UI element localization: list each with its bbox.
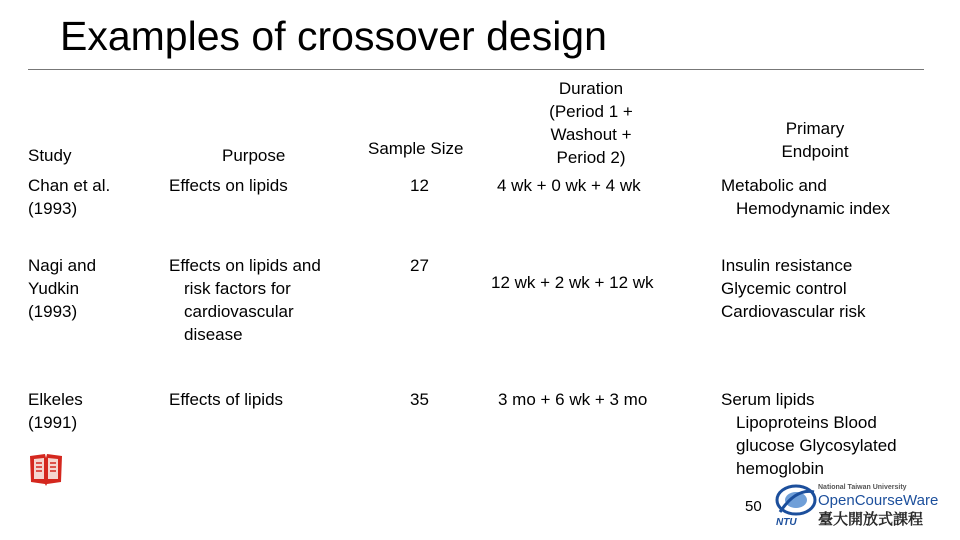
slide-title: Examples of crossover design xyxy=(60,13,607,59)
row3-purpose: Effects of lipids xyxy=(169,390,284,409)
row3-duration: 3 mo + 6 wk + 3 mo xyxy=(498,390,648,409)
logo-university: National Taiwan University xyxy=(818,484,907,491)
row2-purpose: Effects on lipids and risk factors for cardiovascular disease xyxy=(169,256,321,344)
header-sample-size: Sample Size xyxy=(368,139,464,158)
row3-sample-size: 35 xyxy=(410,390,429,409)
row1-purpose: Effects on lipids xyxy=(169,176,288,195)
logo-brand: OpenCourseWare xyxy=(818,492,939,509)
row1-sample-size: 12 xyxy=(410,176,429,195)
row2-sample-size: 27 xyxy=(410,256,429,275)
header-duration: Duration (Period 1 + Washout + Period 2) xyxy=(549,79,633,167)
logo-chinese: 臺大開放式課程 xyxy=(818,510,924,528)
ntu-opencourseware-logo[interactable] xyxy=(772,478,952,528)
row3-primary-endpoint: Serum lipids Lipoproteins Blood glucose Glycosylated hemoglobin xyxy=(721,390,897,478)
row2-primary-endpoint: Insulin resistance Glycemic control Cardiovascular risk xyxy=(721,256,866,321)
row1-duration: 4 wk + 0 wk + 4 wk xyxy=(497,176,641,195)
title-divider xyxy=(28,69,924,70)
logo-abbr: NTU xyxy=(776,517,797,528)
page-number: 50 xyxy=(745,498,762,515)
row2-duration: 12 wk + 2 wk + 12 wk xyxy=(491,273,654,292)
row1-primary-endpoint: Metabolic and Hemodynamic index xyxy=(721,176,891,218)
header-primary-endpoint: Primary Endpoint xyxy=(781,119,849,161)
header-purpose: Purpose xyxy=(222,146,286,165)
row3-study: Elkeles (1991) xyxy=(28,390,83,432)
book-icon[interactable] xyxy=(27,451,65,487)
row2-study: Nagi and Yudkin (1993) xyxy=(28,256,97,321)
row1-study: Chan et al. (1993) xyxy=(28,176,111,218)
header-study: Study xyxy=(28,146,72,165)
